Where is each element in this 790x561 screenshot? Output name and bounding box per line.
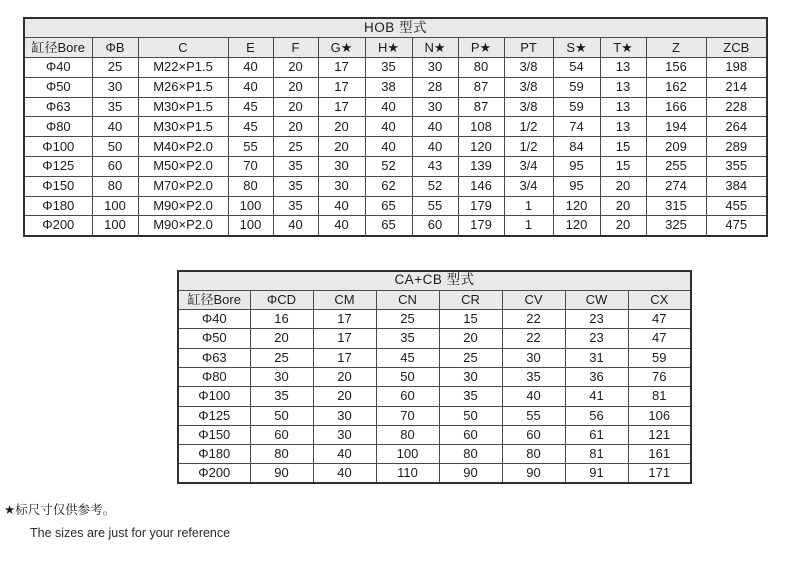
table-cell: 20 — [600, 196, 646, 216]
table-cell: 1 — [504, 196, 553, 216]
footnote-chinese: ★标尺寸仅供参考。 — [4, 503, 116, 517]
table-row — [178, 406, 691, 425]
column-header: ΦCD — [250, 290, 313, 309]
table-cell: 40 — [313, 445, 376, 464]
column-header: CM — [313, 290, 376, 309]
table-cell: 30 — [412, 97, 458, 117]
table-cell: 120 — [458, 137, 504, 157]
table-cell: 40 — [228, 58, 273, 78]
table-cell: 40 — [412, 117, 458, 137]
table-cell: 17 — [313, 348, 376, 367]
table-cell: 35 — [273, 157, 318, 177]
cacb-table-container — [177, 270, 691, 484]
table-row — [24, 157, 767, 177]
table-cell: 59 — [553, 97, 600, 117]
table-cell: Φ63 — [178, 348, 250, 367]
table-cell: 40 — [318, 196, 365, 216]
table-cell: 30 — [412, 58, 458, 78]
table-cell: 70 — [376, 406, 439, 425]
table-cell: 52 — [412, 176, 458, 196]
table-cell: 23 — [565, 310, 628, 329]
table-cell: 60 — [412, 216, 458, 236]
table-cell: Φ63 — [24, 97, 92, 117]
table-cell: 166 — [646, 97, 706, 117]
table-cell: 56 — [565, 406, 628, 425]
table-title: CA+CB 型式 — [178, 271, 691, 290]
table-cell: 40 — [365, 97, 412, 117]
table-cell: Φ100 — [24, 137, 92, 157]
column-header: N★ — [412, 38, 458, 58]
table-cell: 60 — [92, 157, 138, 177]
table-cell: 90 — [502, 464, 565, 483]
table-cell: 95 — [553, 176, 600, 196]
table-cell: 1/2 — [504, 117, 553, 137]
table-cell: 35 — [250, 387, 313, 406]
table-title-row — [178, 271, 691, 290]
table-cell: 214 — [706, 77, 767, 97]
table-cell: 28 — [412, 77, 458, 97]
table-cell: 45 — [228, 97, 273, 117]
table-cell: M40×P2.0 — [138, 137, 228, 157]
table-cell: M30×P1.5 — [138, 117, 228, 137]
table-cell: 40 — [412, 137, 458, 157]
table-cell: 15 — [600, 157, 646, 177]
table-cell: 110 — [376, 464, 439, 483]
table-cell: 23 — [565, 329, 628, 348]
column-header: CR — [439, 290, 502, 309]
table-cell: 30 — [313, 406, 376, 425]
table-row — [24, 196, 767, 216]
table-cell: M50×P2.0 — [138, 157, 228, 177]
table-cell: Φ180 — [178, 445, 250, 464]
column-header: PT — [504, 38, 553, 58]
table-cell: 25 — [376, 310, 439, 329]
table-row — [178, 387, 691, 406]
table-cell: 50 — [250, 406, 313, 425]
table-cell: 13 — [600, 117, 646, 137]
table-cell: 30 — [318, 157, 365, 177]
column-header: H★ — [365, 38, 412, 58]
table-cell: 20 — [318, 117, 365, 137]
table-cell: 15 — [600, 137, 646, 157]
table-cell: 274 — [646, 176, 706, 196]
table-cell: 25 — [92, 58, 138, 78]
table-cell: 25 — [273, 137, 318, 157]
table-cell: 40 — [228, 77, 273, 97]
table-cell: 65 — [365, 216, 412, 236]
table-row — [178, 310, 691, 329]
table-cell: 20 — [273, 117, 318, 137]
table-cell: 62 — [365, 176, 412, 196]
table-cell: 55 — [228, 137, 273, 157]
table-cell: 289 — [706, 137, 767, 157]
table-cell: 384 — [706, 176, 767, 196]
table-cell: 60 — [376, 387, 439, 406]
table-row — [24, 117, 767, 137]
table-cell: 20 — [600, 216, 646, 236]
table-cell: Φ125 — [178, 406, 250, 425]
table-cell: 50 — [439, 406, 502, 425]
table-cell: 20 — [313, 367, 376, 386]
table-cell: 255 — [646, 157, 706, 177]
column-header: CW — [565, 290, 628, 309]
table-cell: 40 — [502, 387, 565, 406]
table-cell: 100 — [376, 445, 439, 464]
table-cell: Φ125 — [24, 157, 92, 177]
table-cell: 81 — [628, 387, 691, 406]
table-cell: 156 — [646, 58, 706, 78]
table-cell: 47 — [628, 329, 691, 348]
table-cell: 40 — [365, 137, 412, 157]
column-header: S★ — [553, 38, 600, 58]
table-cell: 146 — [458, 176, 504, 196]
table-cell: 1 — [504, 216, 553, 236]
table-cell: 3/8 — [504, 58, 553, 78]
table-cell: 80 — [228, 176, 273, 196]
table-cell: 228 — [706, 97, 767, 117]
table-cell: 100 — [228, 216, 273, 236]
table-cell: 17 — [313, 310, 376, 329]
column-header: P★ — [458, 38, 504, 58]
table-cell: 47 — [628, 310, 691, 329]
table-row — [24, 176, 767, 196]
column-header: Z — [646, 38, 706, 58]
table-row — [178, 445, 691, 464]
table-cell: Φ50 — [178, 329, 250, 348]
table-cell: Φ150 — [24, 176, 92, 196]
column-header: C — [138, 38, 228, 58]
table-row — [178, 348, 691, 367]
table-cell: 45 — [228, 117, 273, 137]
table-cell: 20 — [250, 329, 313, 348]
column-header: CX — [628, 290, 691, 309]
hob-table-container — [23, 17, 768, 237]
table-header-row — [24, 38, 767, 58]
table-cell: 50 — [92, 137, 138, 157]
table-cell: 355 — [706, 157, 767, 177]
table-cell: 35 — [365, 58, 412, 78]
table-cell: 325 — [646, 216, 706, 236]
table-cell: 162 — [646, 77, 706, 97]
column-header: CN — [376, 290, 439, 309]
table-row — [24, 97, 767, 117]
table-cell: 55 — [412, 196, 458, 216]
table-cell: 25 — [250, 348, 313, 367]
table-title: HOB 型式 — [24, 18, 767, 38]
table-row — [178, 367, 691, 386]
table-cell: 171 — [628, 464, 691, 483]
table-cell: 70 — [228, 157, 273, 177]
table-cell: 20 — [318, 137, 365, 157]
table-cell: 59 — [553, 77, 600, 97]
table-row — [24, 77, 767, 97]
table-cell: 20 — [600, 176, 646, 196]
table-cell: 161 — [628, 445, 691, 464]
table-cell: 179 — [458, 216, 504, 236]
table-cell: 40 — [318, 216, 365, 236]
table-cell: 22 — [502, 329, 565, 348]
table-cell: 31 — [565, 348, 628, 367]
table-cell: 100 — [92, 216, 138, 236]
table-cell: 87 — [458, 77, 504, 97]
table-cell: 100 — [228, 196, 273, 216]
column-header: ZCB — [706, 38, 767, 58]
table-cell: 264 — [706, 117, 767, 137]
table-cell: 3/8 — [504, 77, 553, 97]
table-cell: 43 — [412, 157, 458, 177]
table-cell: 20 — [273, 97, 318, 117]
table-cell: 35 — [92, 97, 138, 117]
table-cell: 35 — [273, 176, 318, 196]
table-cell: 100 — [92, 196, 138, 216]
table-cell: Φ80 — [24, 117, 92, 137]
table-cell: 194 — [646, 117, 706, 137]
column-header: ΦB — [92, 38, 138, 58]
column-header: F — [273, 38, 318, 58]
table-cell: 30 — [313, 425, 376, 444]
table-cell: 3/4 — [504, 176, 553, 196]
table-cell: 121 — [628, 425, 691, 444]
footnote — [4, 503, 230, 541]
table-cell: 120 — [553, 216, 600, 236]
table-cell: 20 — [439, 329, 502, 348]
table-cell: 35 — [376, 329, 439, 348]
table-cell: 41 — [565, 387, 628, 406]
table-cell: 80 — [250, 445, 313, 464]
table-cell: 17 — [318, 77, 365, 97]
table-cell: 30 — [250, 367, 313, 386]
table-cell: 25 — [439, 348, 502, 367]
table-cell: 36 — [565, 367, 628, 386]
table-cell: 55 — [502, 406, 565, 425]
table-cell: 17 — [318, 97, 365, 117]
table-cell: 91 — [565, 464, 628, 483]
table-cell: 35 — [273, 196, 318, 216]
table-cell: M30×P1.5 — [138, 97, 228, 117]
cacb-table — [177, 270, 692, 484]
table-cell: 475 — [706, 216, 767, 236]
table-cell: 30 — [439, 367, 502, 386]
table-cell: 61 — [565, 425, 628, 444]
table-cell: 50 — [376, 367, 439, 386]
table-cell: 60 — [502, 425, 565, 444]
table-cell: 95 — [553, 157, 600, 177]
footnote-english: The sizes are just for your reference — [30, 526, 231, 540]
table-cell: M90×P2.0 — [138, 216, 228, 236]
table-cell: Φ40 — [178, 310, 250, 329]
table-cell: 90 — [250, 464, 313, 483]
table-cell: 13 — [600, 97, 646, 117]
table-cell: 16 — [250, 310, 313, 329]
table-cell: 20 — [273, 77, 318, 97]
table-cell: 80 — [502, 445, 565, 464]
column-header: E — [228, 38, 273, 58]
table-cell: Φ200 — [24, 216, 92, 236]
table-cell: 17 — [318, 58, 365, 78]
table-cell: 80 — [92, 176, 138, 196]
table-cell: 3/4 — [504, 157, 553, 177]
table-cell: 30 — [502, 348, 565, 367]
table-row — [24, 58, 767, 78]
table-cell: Φ100 — [178, 387, 250, 406]
table-cell: 52 — [365, 157, 412, 177]
column-header: CV — [502, 290, 565, 309]
table-cell: 60 — [439, 425, 502, 444]
table-cell: 30 — [92, 77, 138, 97]
table-cell: 30 — [318, 176, 365, 196]
table-header-row — [178, 290, 691, 309]
table-row — [178, 329, 691, 348]
table-cell: 108 — [458, 117, 504, 137]
table-cell: 139 — [458, 157, 504, 177]
table-cell: Φ200 — [178, 464, 250, 483]
table-cell: 13 — [600, 58, 646, 78]
table-cell: 3/8 — [504, 97, 553, 117]
table-cell: 45 — [376, 348, 439, 367]
table-cell: 40 — [92, 117, 138, 137]
table-cell: 35 — [502, 367, 565, 386]
table-cell: 455 — [706, 196, 767, 216]
table-cell: 315 — [646, 196, 706, 216]
table-cell: 1/2 — [504, 137, 553, 157]
table-cell: 20 — [273, 58, 318, 78]
table-cell: 80 — [458, 58, 504, 78]
table-cell: Φ40 — [24, 58, 92, 78]
table-cell: 76 — [628, 367, 691, 386]
table-cell: 80 — [376, 425, 439, 444]
column-header: 缸径Bore — [178, 290, 250, 309]
table-cell: 40 — [365, 117, 412, 137]
table-cell: 80 — [439, 445, 502, 464]
table-cell: M70×P2.0 — [138, 176, 228, 196]
table-cell: 209 — [646, 137, 706, 157]
table-cell: 40 — [313, 464, 376, 483]
table-cell: 106 — [628, 406, 691, 425]
table-cell: 13 — [600, 77, 646, 97]
column-header: 缸径Bore — [24, 38, 92, 58]
table-cell: 90 — [439, 464, 502, 483]
table-cell: 65 — [365, 196, 412, 216]
table-cell: 17 — [313, 329, 376, 348]
column-header: T★ — [600, 38, 646, 58]
table-cell: 38 — [365, 77, 412, 97]
table-cell: 15 — [439, 310, 502, 329]
table-cell: 59 — [628, 348, 691, 367]
table-title-row — [24, 18, 767, 38]
table-cell: M90×P2.0 — [138, 196, 228, 216]
table-cell: Φ150 — [178, 425, 250, 444]
table-cell: M22×P1.5 — [138, 58, 228, 78]
hob-table — [23, 17, 768, 237]
table-cell: 198 — [706, 58, 767, 78]
table-cell: 20 — [313, 387, 376, 406]
table-row — [24, 216, 767, 236]
table-cell: 74 — [553, 117, 600, 137]
table-cell: 54 — [553, 58, 600, 78]
table-cell: M26×P1.5 — [138, 77, 228, 97]
table-cell: 60 — [250, 425, 313, 444]
table-cell: 87 — [458, 97, 504, 117]
table-row — [178, 464, 691, 483]
table-cell: Φ50 — [24, 77, 92, 97]
table-cell: Φ180 — [24, 196, 92, 216]
table-cell: 22 — [502, 310, 565, 329]
table-row — [24, 137, 767, 157]
table-cell: Φ80 — [178, 367, 250, 386]
table-cell: 40 — [273, 216, 318, 236]
column-header: G★ — [318, 38, 365, 58]
table-row — [178, 425, 691, 444]
table-cell: 84 — [553, 137, 600, 157]
table-cell: 120 — [553, 196, 600, 216]
table-cell: 179 — [458, 196, 504, 216]
table-cell: 81 — [565, 445, 628, 464]
table-cell: 35 — [439, 387, 502, 406]
